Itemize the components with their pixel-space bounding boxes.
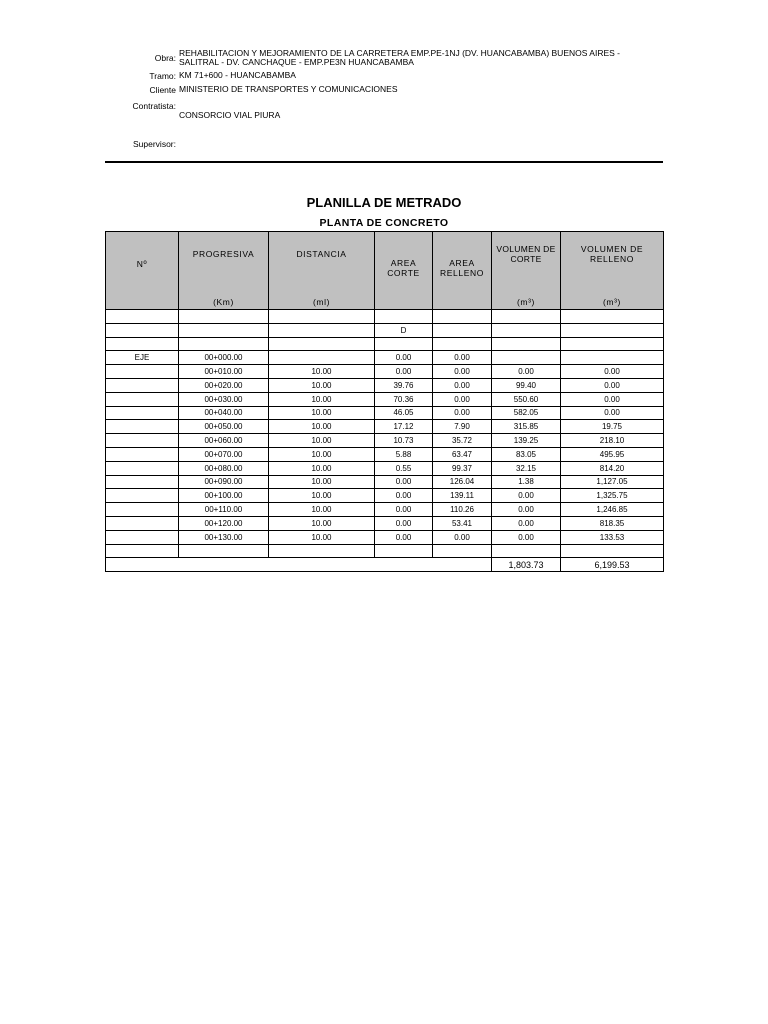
table-row-empty xyxy=(106,337,664,351)
cell-vol-relleno: 218.10 xyxy=(561,434,664,448)
cell-area-relleno: 7.90 xyxy=(433,420,492,434)
cell-area-corte: 0.00 xyxy=(375,365,433,379)
cell-area-relleno: 110.26 xyxy=(433,503,492,517)
cell-progresiva: 00+110.00 xyxy=(179,503,269,517)
cell-area-relleno: 0.00 xyxy=(433,378,492,392)
cell-n xyxy=(106,392,179,406)
unit-n xyxy=(106,295,179,310)
header-vol-relleno: VOLUMEN DE RELLENO xyxy=(561,232,664,296)
obra-label: Obra: xyxy=(154,53,176,63)
cell-vol-corte: 0.00 xyxy=(492,489,561,503)
cell-vol-corte: 0.00 xyxy=(492,530,561,544)
cell-progresiva: 00+060.00 xyxy=(179,434,269,448)
cell-vol-corte: 0.00 xyxy=(492,365,561,379)
cell-vol-relleno: 133.53 xyxy=(561,530,664,544)
header-n: Nº xyxy=(106,232,179,296)
cell-vol-relleno: 814.20 xyxy=(561,461,664,475)
obra-value xyxy=(179,49,620,67)
cell-area-corte: 10.73 xyxy=(375,434,433,448)
cell-distancia: 10.00 xyxy=(269,475,375,489)
cell-area-relleno: 99.37 xyxy=(433,461,492,475)
table-row xyxy=(106,406,664,420)
cell-distancia: 10.00 xyxy=(269,447,375,461)
cell-progresiva: 00+010.00 xyxy=(179,365,269,379)
tramo-value: KM 71+600 - HUANCABAMBA xyxy=(179,70,296,80)
unit-area-relleno xyxy=(433,295,492,310)
cell-progresiva: 00+130.00 xyxy=(179,530,269,544)
cell-area-corte: 0.00 xyxy=(375,503,433,517)
cell-area-relleno: 0.00 xyxy=(433,406,492,420)
cell-area-relleno: 0.00 xyxy=(433,392,492,406)
cell-n xyxy=(106,503,179,517)
contratista-value: CONSORCIO VIAL PIURA xyxy=(179,110,281,120)
totals-row xyxy=(106,558,664,572)
cell-area-corte: 0.00 xyxy=(375,516,433,530)
cell-vol-corte: 0.00 xyxy=(492,503,561,517)
cell-area-corte: 0.00 xyxy=(375,351,433,365)
cell-distancia xyxy=(269,351,375,365)
cell-progresiva: 00+030.00 xyxy=(179,392,269,406)
cell-vol-relleno: 1,127.05 xyxy=(561,475,664,489)
cell-n: EJE xyxy=(106,351,179,365)
cliente-label: Cliente xyxy=(149,85,176,95)
cell-distancia: 10.00 xyxy=(269,365,375,379)
cell-n xyxy=(106,461,179,475)
total-vol-corte: 1,803.73 xyxy=(492,558,561,572)
cell-distancia: 10.00 xyxy=(269,392,375,406)
totals-spacer xyxy=(106,558,492,572)
cell-vol-corte: 99.40 xyxy=(492,378,561,392)
cell-progresiva: 00+120.00 xyxy=(179,516,269,530)
table-row-empty xyxy=(106,544,664,558)
cell-n xyxy=(106,406,179,420)
cell-area-corte: 0.00 xyxy=(375,530,433,544)
header-vol-corte: VOLUMEN DE CORTE xyxy=(492,232,561,296)
cell-area-corte: 5.88 xyxy=(375,447,433,461)
cell-area-relleno: 63.47 xyxy=(433,447,492,461)
cell-vol-corte: 1.38 xyxy=(492,475,561,489)
table-row xyxy=(106,503,664,517)
cell-progresiva: 00+080.00 xyxy=(179,461,269,475)
header-distancia: DISTANCIA xyxy=(269,232,375,296)
cell-vol-corte: 582.05 xyxy=(492,406,561,420)
cell-n xyxy=(106,516,179,530)
cell-vol-relleno xyxy=(561,351,664,365)
cell-area-relleno: 0.00 xyxy=(433,530,492,544)
table-row xyxy=(106,378,664,392)
cell-area-relleno: 139.11 xyxy=(433,489,492,503)
table-row xyxy=(106,461,664,475)
header-progresiva: PROGRESIVA xyxy=(179,232,269,296)
cell-progresiva: 00+090.00 xyxy=(179,475,269,489)
cell-area-relleno: 126.04 xyxy=(433,475,492,489)
header-area-corte: AREA CORTE xyxy=(375,232,433,296)
cell-area-corte: 0.00 xyxy=(375,475,433,489)
table-row-marker xyxy=(106,323,664,337)
cell-area-corte: 0.00 xyxy=(375,489,433,503)
cell-distancia: 10.00 xyxy=(269,406,375,420)
unit-m3-relleno: (m³) xyxy=(561,295,664,310)
cell-vol-relleno: 818.35 xyxy=(561,516,664,530)
obra-line-1: REHABILITACION Y MEJORAMIENTO DE LA CARRETERA EMP.PE-1NJ (DV. HUANCABAMBA) BUENOS AIRES - xyxy=(179,48,621,58)
cell-distancia: 10.00 xyxy=(269,434,375,448)
total-vol-relleno: 6,199.53 xyxy=(561,558,664,572)
cell-area-corte: 0.55 xyxy=(375,461,433,475)
cell-vol-corte: 315.85 xyxy=(492,420,561,434)
cell-vol-corte: 32.15 xyxy=(492,461,561,475)
cell-vol-relleno: 1,246.85 xyxy=(561,503,664,517)
cell-progresiva: 00+100.00 xyxy=(179,489,269,503)
cell-vol-relleno: 19.75 xyxy=(561,420,664,434)
cell-n xyxy=(106,434,179,448)
cell-n xyxy=(106,475,179,489)
unit-km: (Km) xyxy=(179,295,269,310)
unit-ml: (ml) xyxy=(269,295,375,310)
cell-n xyxy=(106,447,179,461)
table-row xyxy=(106,420,664,434)
cell-vol-corte xyxy=(492,351,561,365)
unit-m3-corte: (m³) xyxy=(492,295,561,310)
cell-vol-relleno: 0.00 xyxy=(561,392,664,406)
table-row xyxy=(106,447,664,461)
cell-progresiva: 00+070.00 xyxy=(179,447,269,461)
table-row xyxy=(106,351,664,365)
table-units-row xyxy=(106,295,664,310)
header-divider xyxy=(105,161,663,163)
cell-vol-relleno: 0.00 xyxy=(561,365,664,379)
obra-line-2: SALITRAL - DV. CANCHAQUE - EMP.PE3N HUANCABAMBA xyxy=(179,57,414,67)
d-marker: D xyxy=(375,323,433,337)
contratista-label: Contratista: xyxy=(132,101,176,111)
cell-progresiva: 00+040.00 xyxy=(179,406,269,420)
cell-vol-corte: 550.60 xyxy=(492,392,561,406)
tramo-label: Tramo: xyxy=(149,71,176,81)
cell-n xyxy=(106,378,179,392)
supervisor-label: Supervisor: xyxy=(133,139,176,149)
header-area-relleno: AREA RELLENO xyxy=(433,232,492,296)
cell-distancia: 10.00 xyxy=(269,461,375,475)
cell-distancia: 10.00 xyxy=(269,420,375,434)
cell-vol-corte: 0.00 xyxy=(492,516,561,530)
cell-vol-relleno: 495.95 xyxy=(561,447,664,461)
cell-n xyxy=(106,420,179,434)
table-row-empty xyxy=(106,310,664,324)
cell-distancia: 10.00 xyxy=(269,503,375,517)
unit-area-corte xyxy=(375,295,433,310)
cell-distancia: 10.00 xyxy=(269,516,375,530)
cell-area-relleno: 53.41 xyxy=(433,516,492,530)
cell-area-relleno: 0.00 xyxy=(433,351,492,365)
cell-area-corte: 17.12 xyxy=(375,420,433,434)
cell-distancia: 10.00 xyxy=(269,530,375,544)
table-row xyxy=(106,489,664,503)
table-header-row xyxy=(106,232,664,296)
cell-area-corte: 46.05 xyxy=(375,406,433,420)
cell-n xyxy=(106,489,179,503)
cell-vol-corte: 83.05 xyxy=(492,447,561,461)
page-subtitle: PLANTA DE CONCRETO xyxy=(319,217,449,229)
page-title: PLANILLA DE METRADO xyxy=(306,195,462,210)
cell-progresiva: 00+020.00 xyxy=(179,378,269,392)
cell-distancia: 10.00 xyxy=(269,489,375,503)
cell-distancia: 10.00 xyxy=(269,378,375,392)
cell-area-relleno: 0.00 xyxy=(433,365,492,379)
table-row xyxy=(106,392,664,406)
cell-area-corte: 39.76 xyxy=(375,378,433,392)
table-row xyxy=(106,434,664,448)
table-row xyxy=(106,516,664,530)
cell-n xyxy=(106,365,179,379)
cell-area-corte: 70.36 xyxy=(375,392,433,406)
cell-area-relleno: 35.72 xyxy=(433,434,492,448)
table-row xyxy=(106,365,664,379)
cell-vol-corte: 139.25 xyxy=(492,434,561,448)
table-row xyxy=(106,530,664,544)
cell-vol-relleno: 0.00 xyxy=(561,406,664,420)
cell-progresiva: 00+000.00 xyxy=(179,351,269,365)
cell-progresiva: 00+050.00 xyxy=(179,420,269,434)
cell-vol-relleno: 0.00 xyxy=(561,378,664,392)
table-row xyxy=(106,475,664,489)
cliente-value: MINISTERIO DE TRANSPORTES Y COMUNICACIONES xyxy=(179,84,398,94)
metrado-table xyxy=(105,231,664,572)
cell-n xyxy=(106,530,179,544)
cell-vol-relleno: 1,325.75 xyxy=(561,489,664,503)
